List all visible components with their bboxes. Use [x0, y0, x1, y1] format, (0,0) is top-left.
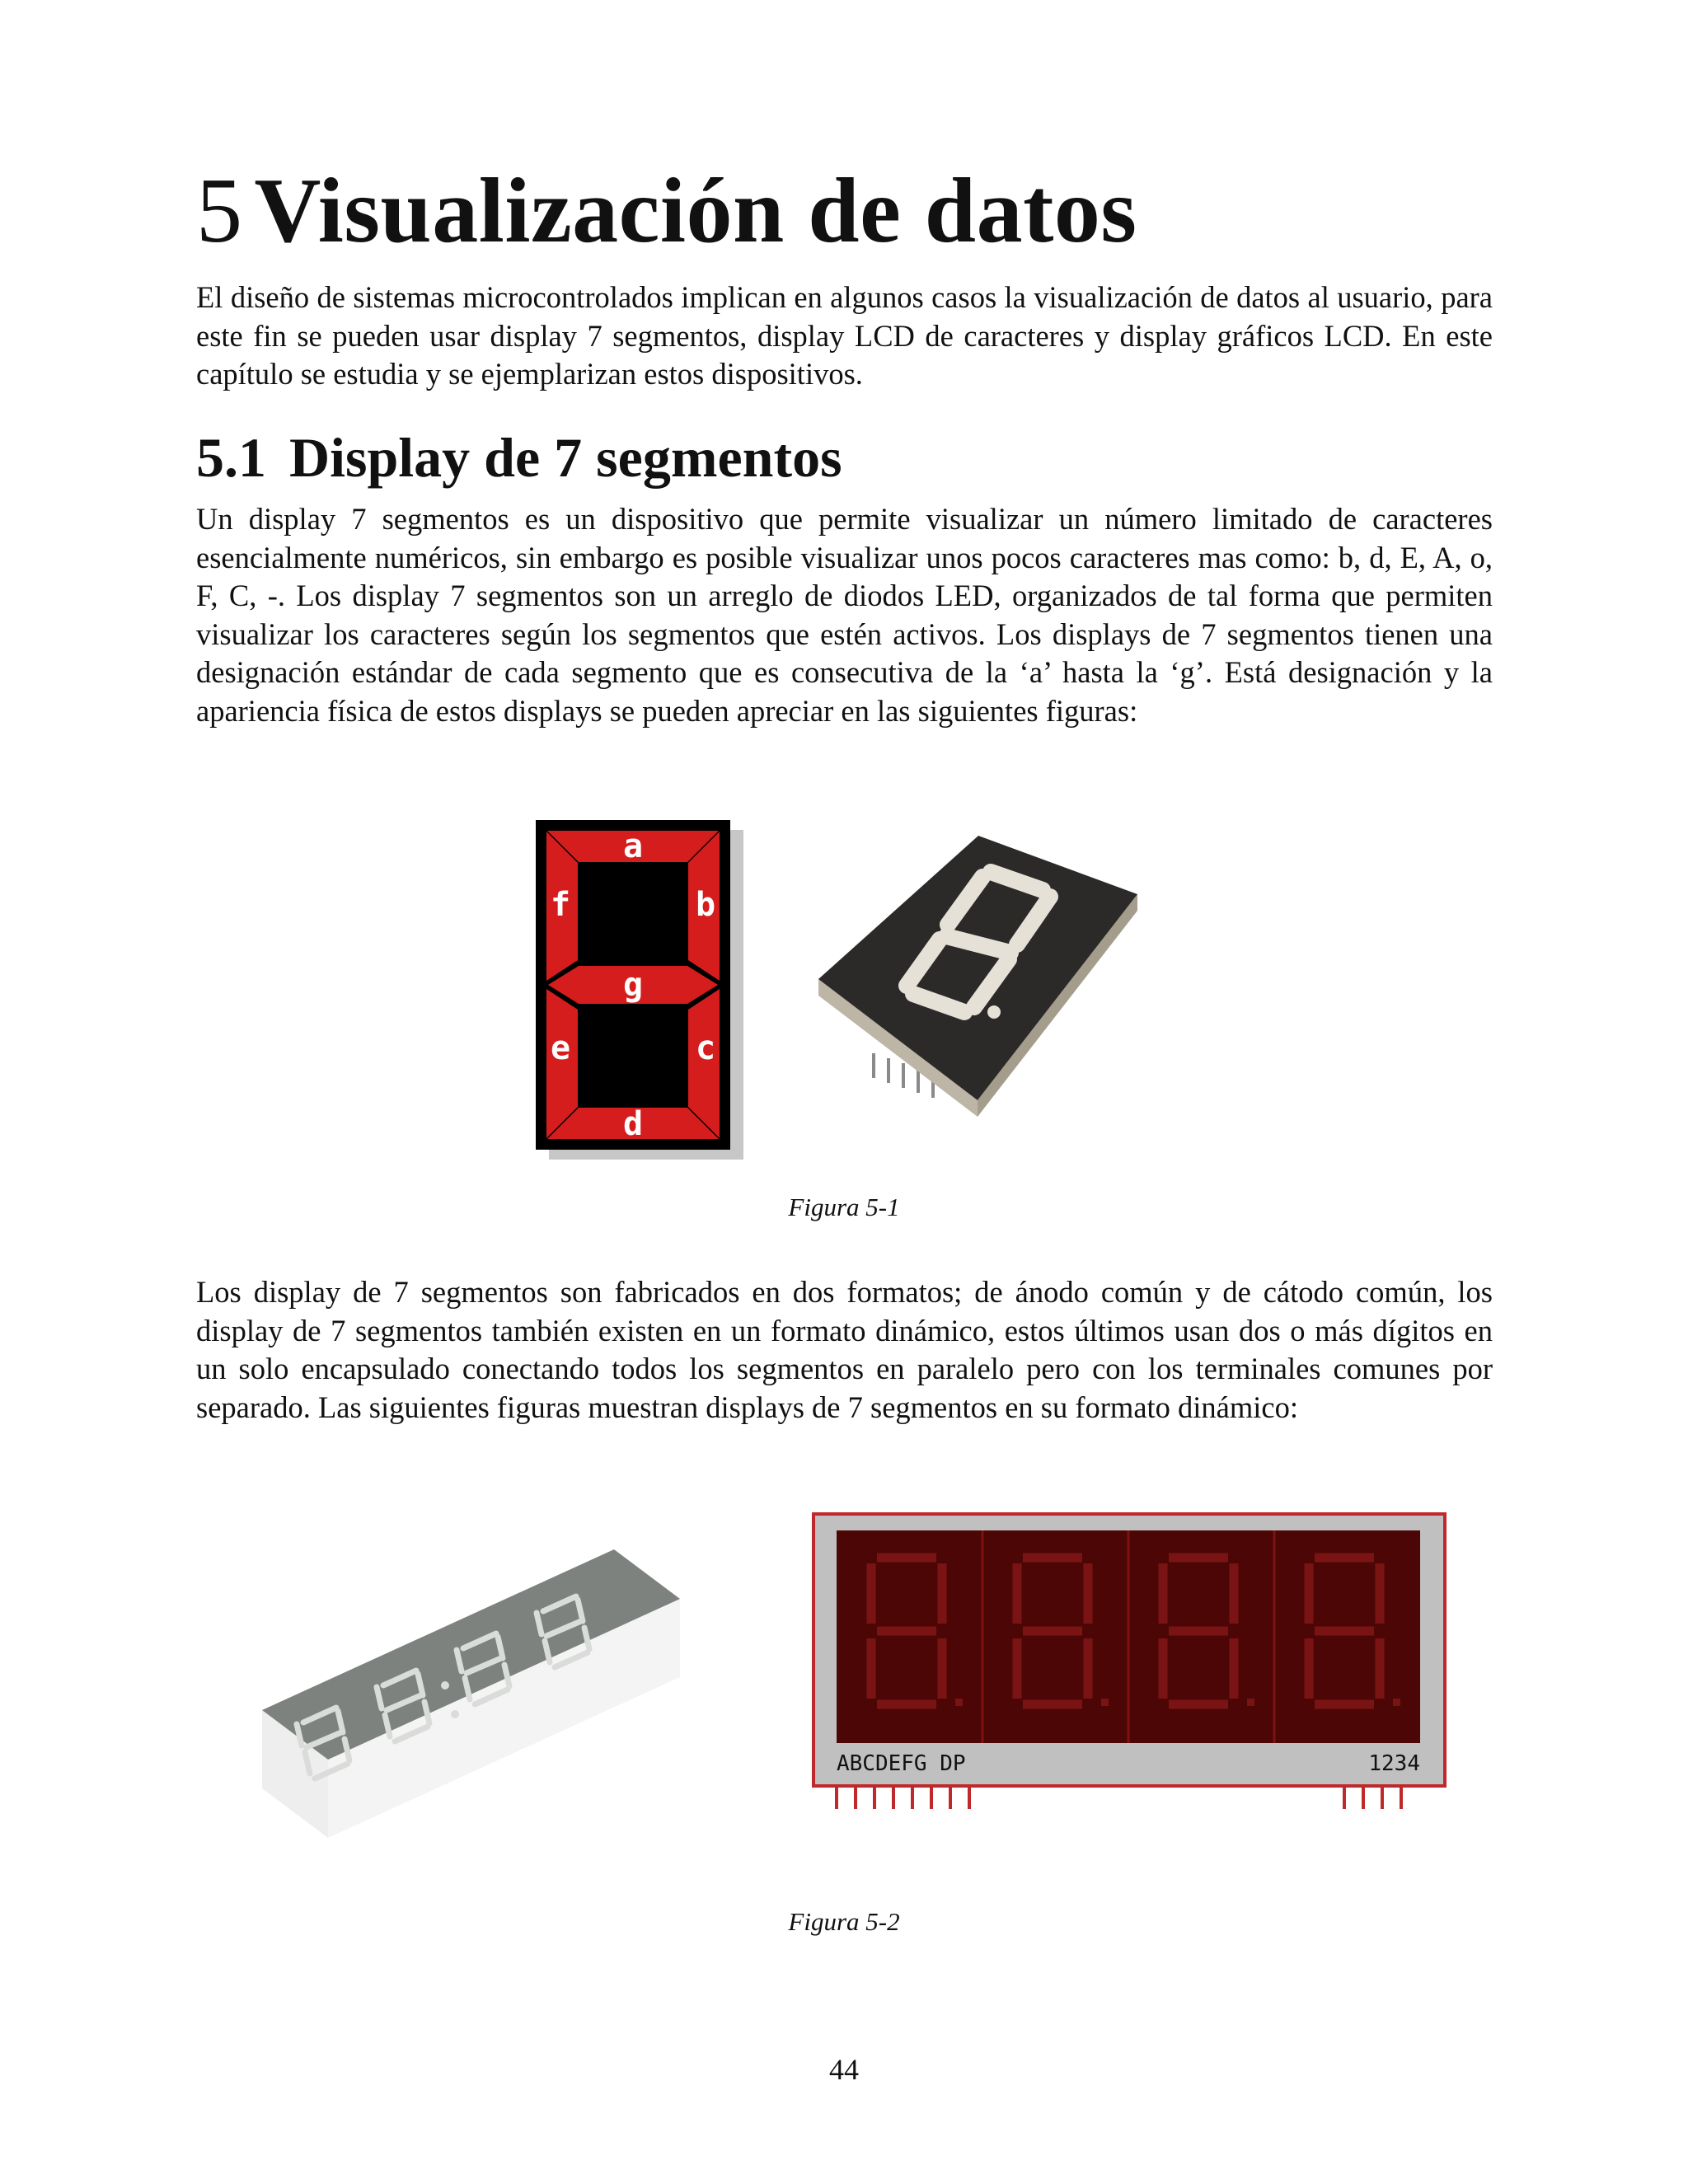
pin-label-commons: 1234 [1368, 1751, 1420, 1776]
four-digit-schematic [812, 1512, 1455, 1825]
section-title [196, 425, 842, 490]
section-paragraph-1: Un display 7 segmentos es un dispositivo que permite visualizar un número limitado de caracteres esencialmente numéricos, sin embargo es posible visualizar unos pocos caracteres mas como: b, d, E, A, o, F, C, -. Los display 7 segmentos son un arreglo de diodos LED, organizados de tal forma que permiten visualizar los caracteres según los segmentos que estén activos. Los displays de 7 segmentos tienen una designación estándar de cada segmento que es consecutiva de la ‘a’ hasta la ‘g’. Está designación y la apariencia física de estos displays se pueden apreciar en las siguientes figuras: [196, 502, 1493, 728]
label-d: d [622, 1105, 644, 1143]
chapter-number: 5 [196, 160, 243, 262]
four-digit-display-photo [206, 1508, 742, 1871]
chapter-title-text: Visualización de datos [254, 160, 1137, 262]
section-title-text: Display de 7 segmentos [289, 426, 842, 489]
segment-designation-diagram [536, 820, 750, 1166]
label-a: a [622, 827, 644, 865]
decimal-point [987, 1005, 1001, 1019]
section-number: 5.1 [196, 426, 266, 489]
figure-5-2-caption: Figura 5-2 [788, 1907, 900, 1936]
chapter-title [196, 161, 1137, 262]
label-c: c [695, 1029, 716, 1067]
label-f: f [550, 886, 571, 924]
chapter-intro-paragraph: El diseño de sistemas microcontrolados implican en algunos casos la visualización de datos al usuario, para este fin se pueden usar display 7 segmentos, display LCD de caracteres y display gráficos LCD. En este capítulo se estudia y se ejemplarizan estos dispositivos. [196, 280, 1493, 391]
schematic-pins [837, 1788, 1401, 1809]
pin-label-segments: ABCDEFG DP [837, 1751, 966, 1776]
page-number: 44 [829, 2053, 859, 2086]
figure-5-1-caption: Figura 5-1 [788, 1193, 900, 1221]
label-g: g [622, 966, 644, 1004]
section-paragraph-2: Los display de 7 segmentos son fabricados en dos formatos; de ánodo común y de cátodo común, los display de 7 segmentos también existen en un formato dinámico, estos últimos usan dos o más dígitos en un solo encapsulado conectando todos los segmentos en paralelo pero con los terminales comunes por separado. Las siguientes figuras muestran displays de 7 segmentos en su formato dinámico: [196, 1275, 1493, 1424]
label-e: e [550, 1029, 571, 1067]
single-digit-display-photo [816, 832, 1146, 1121]
label-b: b [695, 886, 716, 924]
